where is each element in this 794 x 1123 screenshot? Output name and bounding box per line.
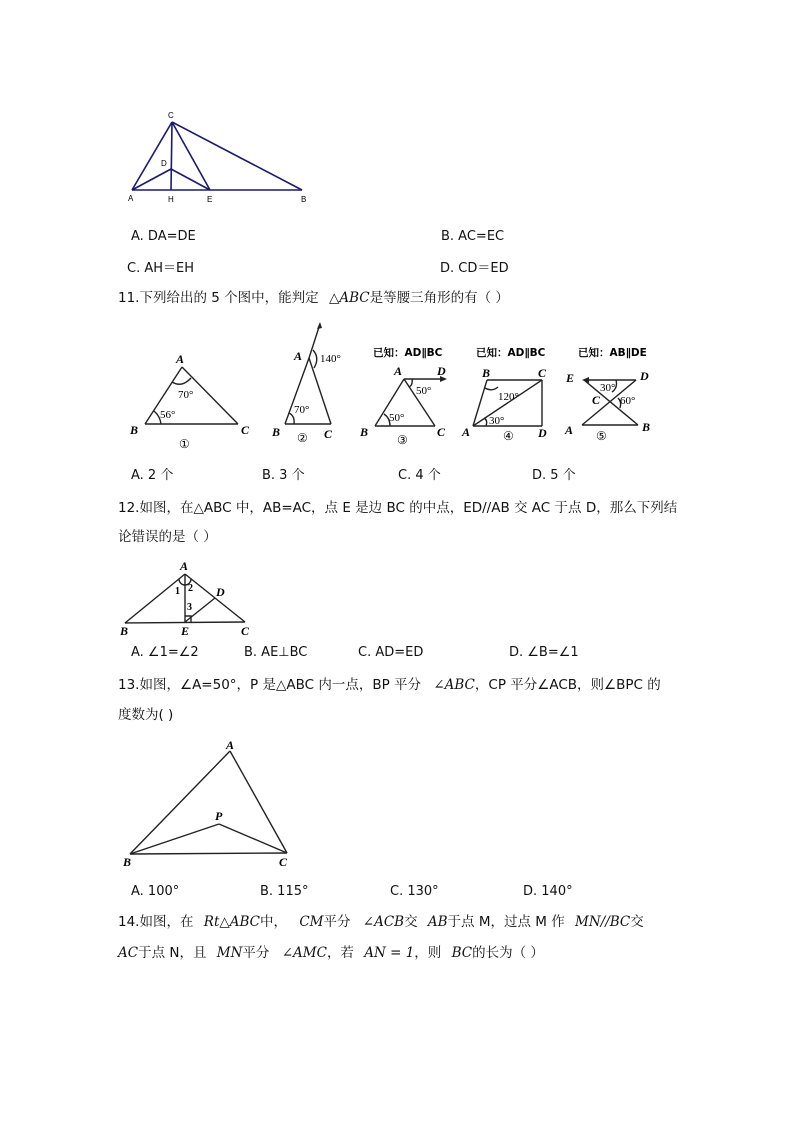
math: AC	[118, 945, 139, 961]
q13-stem-pre: 13.如图，∠A=50°，P 是△ABC 内一点，BP 平分	[118, 677, 422, 693]
label-D: D	[216, 585, 225, 599]
text: 于点 N，且	[138, 945, 207, 961]
math: AB	[427, 914, 448, 930]
q11-stem-math: △ABC	[328, 290, 370, 306]
q11-option-b[interactable]: B. 3 个	[262, 468, 305, 483]
label-E: E	[566, 371, 575, 385]
label-B: B	[642, 420, 651, 434]
label-B: B	[130, 423, 139, 437]
label-C: C	[279, 855, 288, 868]
angle-a1: 120°	[498, 391, 519, 403]
q11-stem	[118, 288, 509, 308]
label-C: C	[437, 425, 446, 439]
figure-caption: 已知：AD∥BC	[373, 347, 443, 359]
label-D: D	[538, 426, 547, 440]
q11-option-c[interactable]: C. 4 个	[398, 468, 441, 483]
q14-stem-line1	[118, 912, 644, 932]
math: CM	[299, 914, 324, 930]
text: 交	[404, 914, 418, 930]
label-A: A	[180, 560, 189, 573]
figure-caption: 已知：AD∥BC	[476, 347, 546, 359]
q12-option-b[interactable]: B. AE⊥BC	[244, 645, 308, 660]
q13-stem-line2: 度数为( )	[118, 707, 174, 723]
angle-a2: 30°	[489, 415, 505, 427]
label-A: A	[294, 349, 303, 363]
q14-stem-line2	[118, 943, 544, 963]
label-A: A	[565, 423, 574, 437]
q12-option-d[interactable]: D. ∠B=∠1	[509, 645, 579, 660]
q12-figure	[115, 560, 260, 640]
label-P: P	[215, 809, 223, 823]
math: ∠AMC	[281, 945, 327, 961]
q11-figure-2	[262, 320, 352, 450]
text: 中，	[260, 914, 288, 930]
label-B: B	[301, 195, 307, 204]
figure-number: ②	[297, 431, 308, 445]
label-B: B	[272, 425, 281, 439]
math: ∠ACB	[362, 914, 405, 930]
figure-caption: 已知：AB∥DE	[578, 347, 647, 359]
q11-option-d[interactable]: D. 5 个	[532, 468, 576, 483]
angle-a2: 50°	[389, 412, 405, 424]
q12-stem-line1: 12.如图，在△ABC 中，AB=AC，点 E 是边 BC 的中点，ED//AB 交 AC 于点 D，那么下列结	[118, 500, 678, 516]
label-B: B	[120, 624, 129, 638]
label-D: D	[640, 369, 649, 383]
angle-3: 3	[187, 602, 192, 613]
figure-number: ①	[179, 437, 190, 451]
label-A: A	[176, 352, 185, 366]
q11-figure-5	[560, 340, 670, 455]
label-E: E	[181, 624, 190, 638]
math: MN	[216, 945, 243, 961]
text: 的长为（ ）	[472, 945, 544, 961]
q11-option-a[interactable]: A. 2 个	[131, 468, 174, 483]
figure-number: ③	[397, 433, 408, 447]
q12-option-c[interactable]: C. AD=ED	[358, 645, 424, 660]
q11-figure-4	[458, 340, 563, 455]
q13-stem-post: ，CP 平分∠ACB，则∠BPC 的	[474, 677, 661, 693]
angle-a2: 70°	[294, 404, 310, 416]
q12-option-a[interactable]: A. ∠1=∠2	[131, 645, 199, 660]
angle-a1: 70°	[178, 389, 194, 401]
angle-a1: 50°	[416, 385, 432, 397]
label-D: D	[161, 159, 167, 168]
angle-a2: 56°	[160, 409, 176, 421]
q10-option-a[interactable]: A. DA=DE	[131, 229, 196, 244]
q12-stem-line2: 论错误的是（ ）	[118, 529, 217, 545]
q10-option-d[interactable]: D. CD＝ED	[440, 261, 509, 276]
text: 平分	[323, 914, 351, 930]
angle-a1: 30°	[600, 382, 616, 394]
angle-2: 2	[188, 583, 193, 594]
label-E: E	[207, 195, 213, 204]
label-B: B	[123, 855, 132, 868]
math: BC	[451, 945, 473, 961]
q13-figure	[118, 733, 303, 868]
text: ，若	[326, 945, 354, 961]
text: ，则	[414, 945, 442, 961]
q10-figure	[120, 108, 320, 208]
label-B: B	[482, 366, 491, 380]
label-A: A	[394, 364, 403, 378]
label-A: A	[226, 738, 235, 752]
math: AN = 1	[364, 945, 415, 961]
angle-1: 1	[175, 586, 180, 597]
text: 于点 M，过点 M 作	[447, 914, 565, 930]
label-A: A	[462, 425, 471, 439]
q10-option-c[interactable]: C. AH＝EH	[127, 261, 194, 276]
q11-figure-1	[125, 348, 260, 453]
figure-number: ⑤	[596, 429, 607, 443]
label-C: C	[324, 427, 333, 441]
q11-stem-pre: 11.下列给出的 5 个图中，能判定	[118, 290, 319, 306]
label-C: C	[241, 624, 250, 638]
label-H: H	[168, 195, 174, 204]
label-C: C	[168, 111, 174, 120]
label-D: D	[437, 364, 446, 378]
q13-option-c[interactable]: C. 130°	[390, 884, 439, 899]
q10-option-b[interactable]: B. AC=EC	[441, 229, 505, 244]
q13-option-b[interactable]: B. 115°	[260, 884, 309, 899]
q13-stem-math: ∠ABC	[433, 677, 475, 693]
text: 平分	[242, 945, 270, 961]
q13-stem-line1	[118, 675, 661, 695]
text: 14.如图，在	[118, 914, 194, 930]
figure-number: ④	[503, 429, 514, 443]
q13-option-d[interactable]: D. 140°	[523, 884, 573, 899]
q11-stem-post: 是等腰三角形的有（ ）	[369, 290, 509, 306]
label-C: C	[592, 393, 601, 407]
label-C: C	[241, 423, 250, 437]
angle-a1: 140°	[320, 353, 341, 365]
label-B: B	[360, 425, 369, 439]
math: MN//BC	[575, 914, 631, 930]
math: Rt△ABC	[203, 914, 261, 930]
label-A: A	[128, 194, 134, 203]
q13-option-a[interactable]: A. 100°	[131, 884, 180, 899]
angle-a2: 60°	[620, 395, 636, 407]
q11-figure-3	[355, 340, 465, 455]
text: 交	[630, 914, 644, 930]
label-C: C	[538, 366, 547, 380]
